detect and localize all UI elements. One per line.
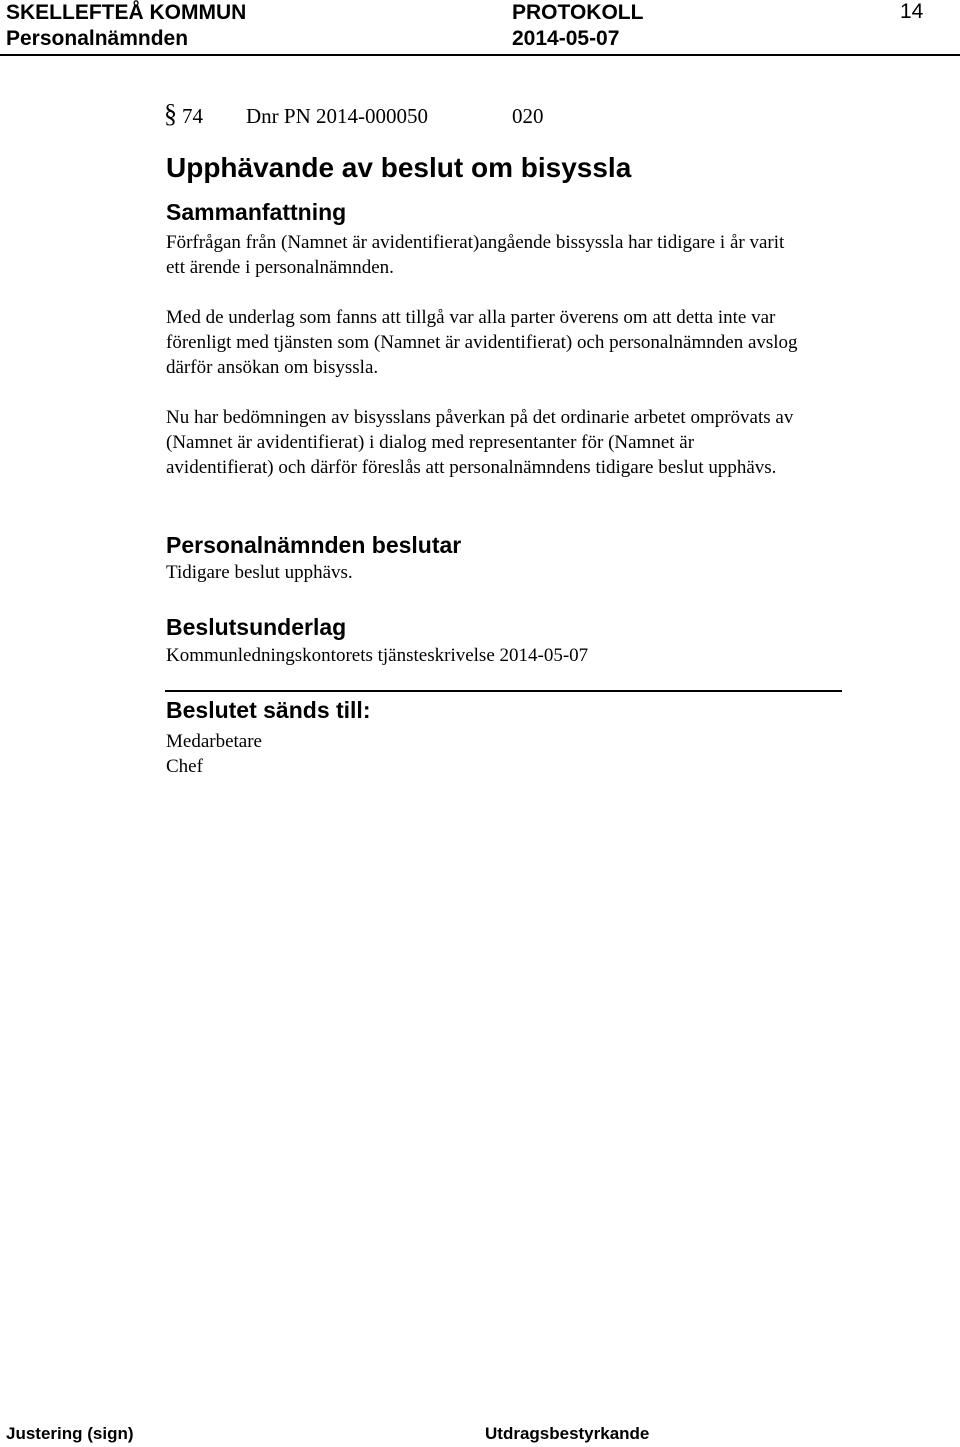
footer-certified-label: Utdragsbestyrkande	[485, 1424, 650, 1443]
paragraph-symbol: §	[164, 99, 177, 128]
municipality-name: SKELLEFTEÅ KOMMUN	[6, 1, 247, 24]
footer-signature-label: Justering (sign)	[6, 1424, 134, 1443]
decision-text: Tidigare beslut upphävs.	[166, 562, 353, 583]
sent-to-divider	[165, 690, 842, 692]
summary-paragraph-1: Förfrågan från (Namnet är avidentifierat)angående bissyssla har tidigare i år varit ett ärende i personalnämnden.	[166, 232, 785, 278]
section-code: 020	[512, 104, 544, 128]
page-number: 14	[900, 0, 924, 23]
summary-heading: Sammanfattning	[166, 199, 347, 225]
decision-heading: Personalnämnden beslutar	[166, 532, 462, 558]
protocol-date: 2014-05-07	[512, 27, 620, 50]
header-divider	[0, 54, 960, 56]
recipient-item: Medarbetare	[166, 731, 262, 752]
section-number: 74	[182, 104, 203, 128]
basis-heading: Beslutsunderlag	[166, 614, 347, 640]
basis-text: Kommunledningskontorets tjänsteskrivelse 2014-05-07	[166, 645, 589, 666]
recipient-item: Chef	[166, 756, 203, 777]
sent-to-heading: Beslutet sänds till:	[166, 697, 371, 723]
diary-number: Dnr PN 2014-000050	[246, 104, 428, 128]
page-title: Upphävande av beslut om bisyssla	[166, 152, 632, 183]
summary-paragraph-2: Med de underlag som fanns att tillgå var alla parter överens om att detta inte var förenligt med tjänsten som (Namnet är avidentifierat) och personalnämnden avslog därför ansökan om bisyssla.	[166, 307, 798, 378]
committee-name: Personalnämnden	[6, 27, 189, 50]
document-type: PROTOKOLL	[512, 1, 644, 24]
summary-paragraph-3: Nu har bedömningen av bisysslans påverkan på det ordinarie arbetet omprövats av (Namnet är avidentifierat) i dialog med representanter för (Namnet är avidentifierat) och därför föreslås att personalnämndens tidigare beslut upphävs.	[166, 407, 794, 478]
